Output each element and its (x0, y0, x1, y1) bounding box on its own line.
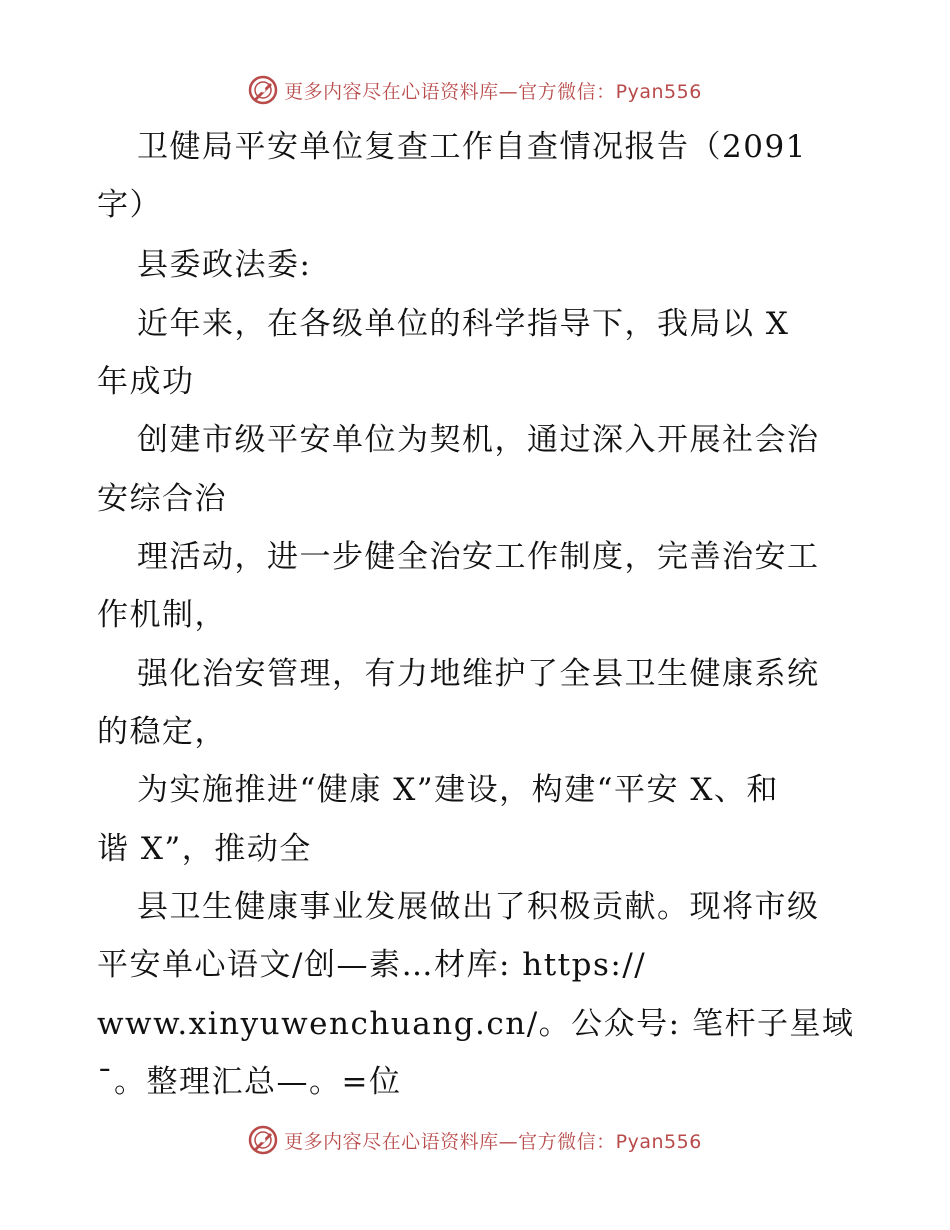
paragraph-line: 创建市级平安单位为契机，通过深入开展社会治 (137, 422, 820, 458)
document-title-line-1: 卫健局平安单位复查工作自查情况报告（2091 (137, 129, 807, 165)
paragraph-line: 理活动，进一步健全治安工作制度，完善治安工 (137, 539, 820, 575)
footer-banner (0, 1120, 950, 1160)
paragraph-line: 的稳定， (97, 714, 227, 750)
paragraph-line: 县卫生健康事业发展做出了积极贡献。现将市级 (137, 889, 820, 925)
paragraph-line: www.xinyuwenchuang.cn/。公众号: 笔杆子星域 (97, 1006, 855, 1042)
header-banner-text: 更多内容尽在心语资料库—官方微信：Pyan556 (284, 80, 702, 103)
salutation: 县委政法委: (137, 247, 312, 283)
paragraph-line: 平安单心语文/创—素…材库: https:// (97, 947, 647, 983)
paragraph-line: 年成功 (97, 364, 195, 400)
paragraph-line: 为实施推进“健康 X”建设，构建“平安 X、和 (137, 772, 779, 808)
paragraph-line: 近年来，在各级单位的科学指导下，我局以 X (137, 306, 790, 342)
paragraph-line: ¯。整理汇总—。=位 (97, 1064, 402, 1100)
paragraph-line: 安综合治 (97, 481, 227, 517)
footer-banner-text: 更多内容尽在心语资料库—官方微信：Pyan556 (284, 1130, 702, 1153)
document-title-line-2: 字） (97, 187, 162, 223)
pen-logo-icon (248, 1125, 278, 1155)
paragraph-line: 谐 X”，推动全 (97, 831, 312, 867)
paragraph-line: 作机制， (97, 597, 227, 633)
paragraph-line: 强化治安管理，有力地维护了全县卫生健康系统 (137, 656, 820, 692)
